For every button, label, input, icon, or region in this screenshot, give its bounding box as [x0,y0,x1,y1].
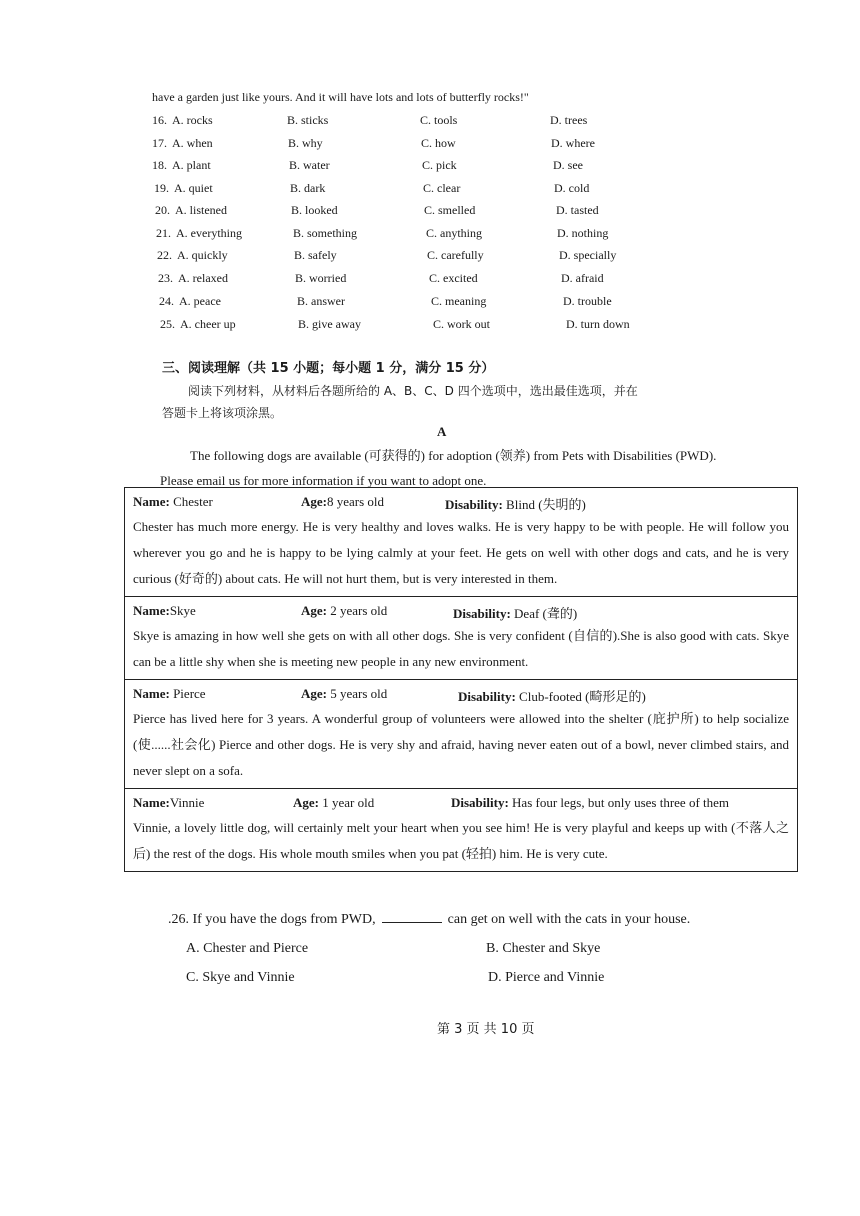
dog-card [124,487,798,597]
option-a: A. rocks [172,113,213,127]
disability-value: Has four legs, but only uses three of them [508,795,730,810]
name-value: Skye [169,603,196,618]
dog-header [133,601,789,623]
dog-card [124,789,798,872]
option-d: D. turn down [566,317,630,331]
dog-table [124,487,798,872]
option-b: B. answer [297,294,345,308]
disability-label: Disability: [451,795,509,810]
page-footer: 第 3 页 共 10 页 [437,1022,535,1037]
option-d: D. see [553,158,583,172]
option-b: B. give away [298,317,361,331]
name-value: Pierce [169,686,206,701]
question-stem-start: .26. If you have the dogs from PWD, [168,912,376,927]
option-a: A. listened [175,203,227,217]
age-value: 1 year old [319,795,375,810]
option-number: 16. [152,113,167,127]
name-label: Name: [133,603,170,618]
name-label: Name: [133,494,170,509]
age-label: Age: [301,603,327,618]
dog-name [133,795,204,811]
dog-name [133,686,206,702]
option-c: C. clear [423,181,461,195]
dog-header [133,793,789,815]
option-b: B. worried [295,271,347,285]
dog-disability [451,795,729,811]
dog-disability [445,494,586,513]
option-d: D. cold [554,181,590,195]
option-b: B. something [293,226,358,240]
option-row [152,248,672,268]
option-row [152,136,672,156]
age-label: Age: [293,795,319,810]
option-c: C. meaning [431,294,487,308]
dog-description: Pierce has lived here for 3 years. A wonderful group of volunteers were allowed into the shelter (庇护所) to help socialize (使......社会化) Pierce and other dogs. He is very shy and afraid, having never eaten out of a bowl, never climbed stairs, and never slept on a sofa. [133,711,789,778]
option-a: A. quickly [177,248,228,262]
option-a: A. cheer up [180,317,236,331]
option-row [152,158,672,178]
instruction-line: 答题卡上将该项涂黑。 [162,406,283,420]
option-a: A. peace [179,294,221,308]
option-a: A. quiet [174,181,213,195]
option-number: 17. [152,136,167,150]
option-row [152,294,672,314]
disability-value: Deaf (聋的) [510,606,578,621]
option-b: B. dark [290,181,326,195]
age-value: 5 years old [327,686,388,701]
dog-disability [458,686,646,705]
option-b: B. sticks [287,113,329,127]
option-row [152,317,672,337]
option-number: 21. [156,226,171,240]
option-row [152,271,672,291]
option-d: D. trouble [563,294,612,308]
dog-card [124,597,798,680]
option-a: A. everything [176,226,242,240]
option-d: D. specially [559,248,617,262]
option-a: A. when [172,136,213,150]
option-number: 18. [152,158,167,172]
dog-header [133,492,789,514]
age-value: 8 years old [327,494,385,509]
dog-header [133,684,789,706]
dog-description: Vinnie, a lovely little dog, will certainly melt your heart when you see him! He is very playful and keeps up with (不落人之后) the rest of the dogs. His whole mouth smiles when you pat (轻拍) him. He is very cute. [133,820,789,861]
option-row [152,113,672,133]
answer-option-b: B. Chester and Skye [486,941,601,956]
option-b: B. looked [291,203,338,217]
disability-value: Club-footed (畸形足的) [515,689,646,704]
option-d: D. trees [550,113,588,127]
option-a: A. plant [172,158,211,172]
disability-label: Disability: [458,689,516,704]
option-b: B. why [288,136,323,150]
dog-name [133,603,196,619]
answer-blank [382,922,442,923]
option-number: 19. [154,181,169,195]
answer-option-d: D. Pierce and Vinnie [488,970,605,985]
disability-value: Blind (失明的) [502,497,586,512]
dog-age [301,686,387,702]
option-c: C. carefully [427,248,484,262]
option-number: 20. [155,203,170,217]
option-b: B. water [289,158,330,172]
option-c: C. tools [420,113,458,127]
dog-age [301,603,387,619]
section-heading: 三、阅读理解（共 15 小题；每小题 1 分，满分 15 分） [162,361,495,376]
dog-card [124,680,798,789]
age-label: Age: [301,686,327,701]
name-value: Chester [169,494,213,509]
question-stem [168,912,690,928]
option-row [152,181,672,201]
option-c: C. how [421,136,456,150]
disability-label: Disability: [453,606,511,621]
passage-lead: The following dogs are available (可获得的) for adoption (领养) from Pets with Disabilities (PWD). Please email us for more information if you want to adopt one. [160,448,717,488]
answer-option-a: A. Chester and Pierce [186,941,309,956]
dog-disability [453,603,577,622]
dog-age [293,795,374,811]
option-number: 25. [160,317,175,331]
option-d: D. nothing [557,226,609,240]
option-c: C. anything [426,226,482,240]
option-d: D. where [551,136,595,150]
option-b: B. safely [294,248,337,262]
age-value: 2 years old [327,603,388,618]
question-stem-end: can get on well with the cats in your house. [447,912,691,927]
option-c: C. smelled [424,203,476,217]
option-row [152,203,672,223]
name-value: Vinnie [169,795,205,810]
answer-option-c: C. Skye and Vinnie [186,970,295,985]
option-number: 22. [157,248,172,262]
option-number: 24. [159,294,174,308]
age-label: Age: [301,494,327,509]
option-d: D. tasted [556,203,599,217]
dog-age [301,494,384,510]
intro-line: have a garden just like yours. And it will have lots and lots of butterfly rocks!" [152,90,529,104]
disability-label: Disability: [445,497,503,512]
option-c: C. pick [422,158,457,172]
dog-name [133,494,213,510]
option-c: C. work out [433,317,490,331]
dog-description: Skye is amazing in how well she gets on with all other dogs. She is very confident (自信的).She is also good with cats. Skye can be a little shy when she is meeting new people in any new environment. [133,628,789,669]
option-d: D. afraid [561,271,604,285]
name-label: Name: [133,686,170,701]
option-number: 23. [158,271,173,285]
instruction-line: 阅读下列材料，从材料后各题所给的 A、B、C、D 四个选项中，选出最佳选项，并在 [188,384,638,398]
dog-description: Chester has much more energy. He is very healthy and loves walks. He is very happy to be with people. He will follow you wherever you go and he is happy to be lying calmly at your feet. He gets on well with other dogs and cats, and he is very curious (好奇的) about cats. He will not hurt them, but is very interested in them. [133,519,789,586]
option-row [152,226,672,246]
option-c: C. excited [429,271,478,285]
option-a: A. relaxed [178,271,228,285]
passage-label: A [437,424,447,439]
name-label: Name: [133,795,170,810]
